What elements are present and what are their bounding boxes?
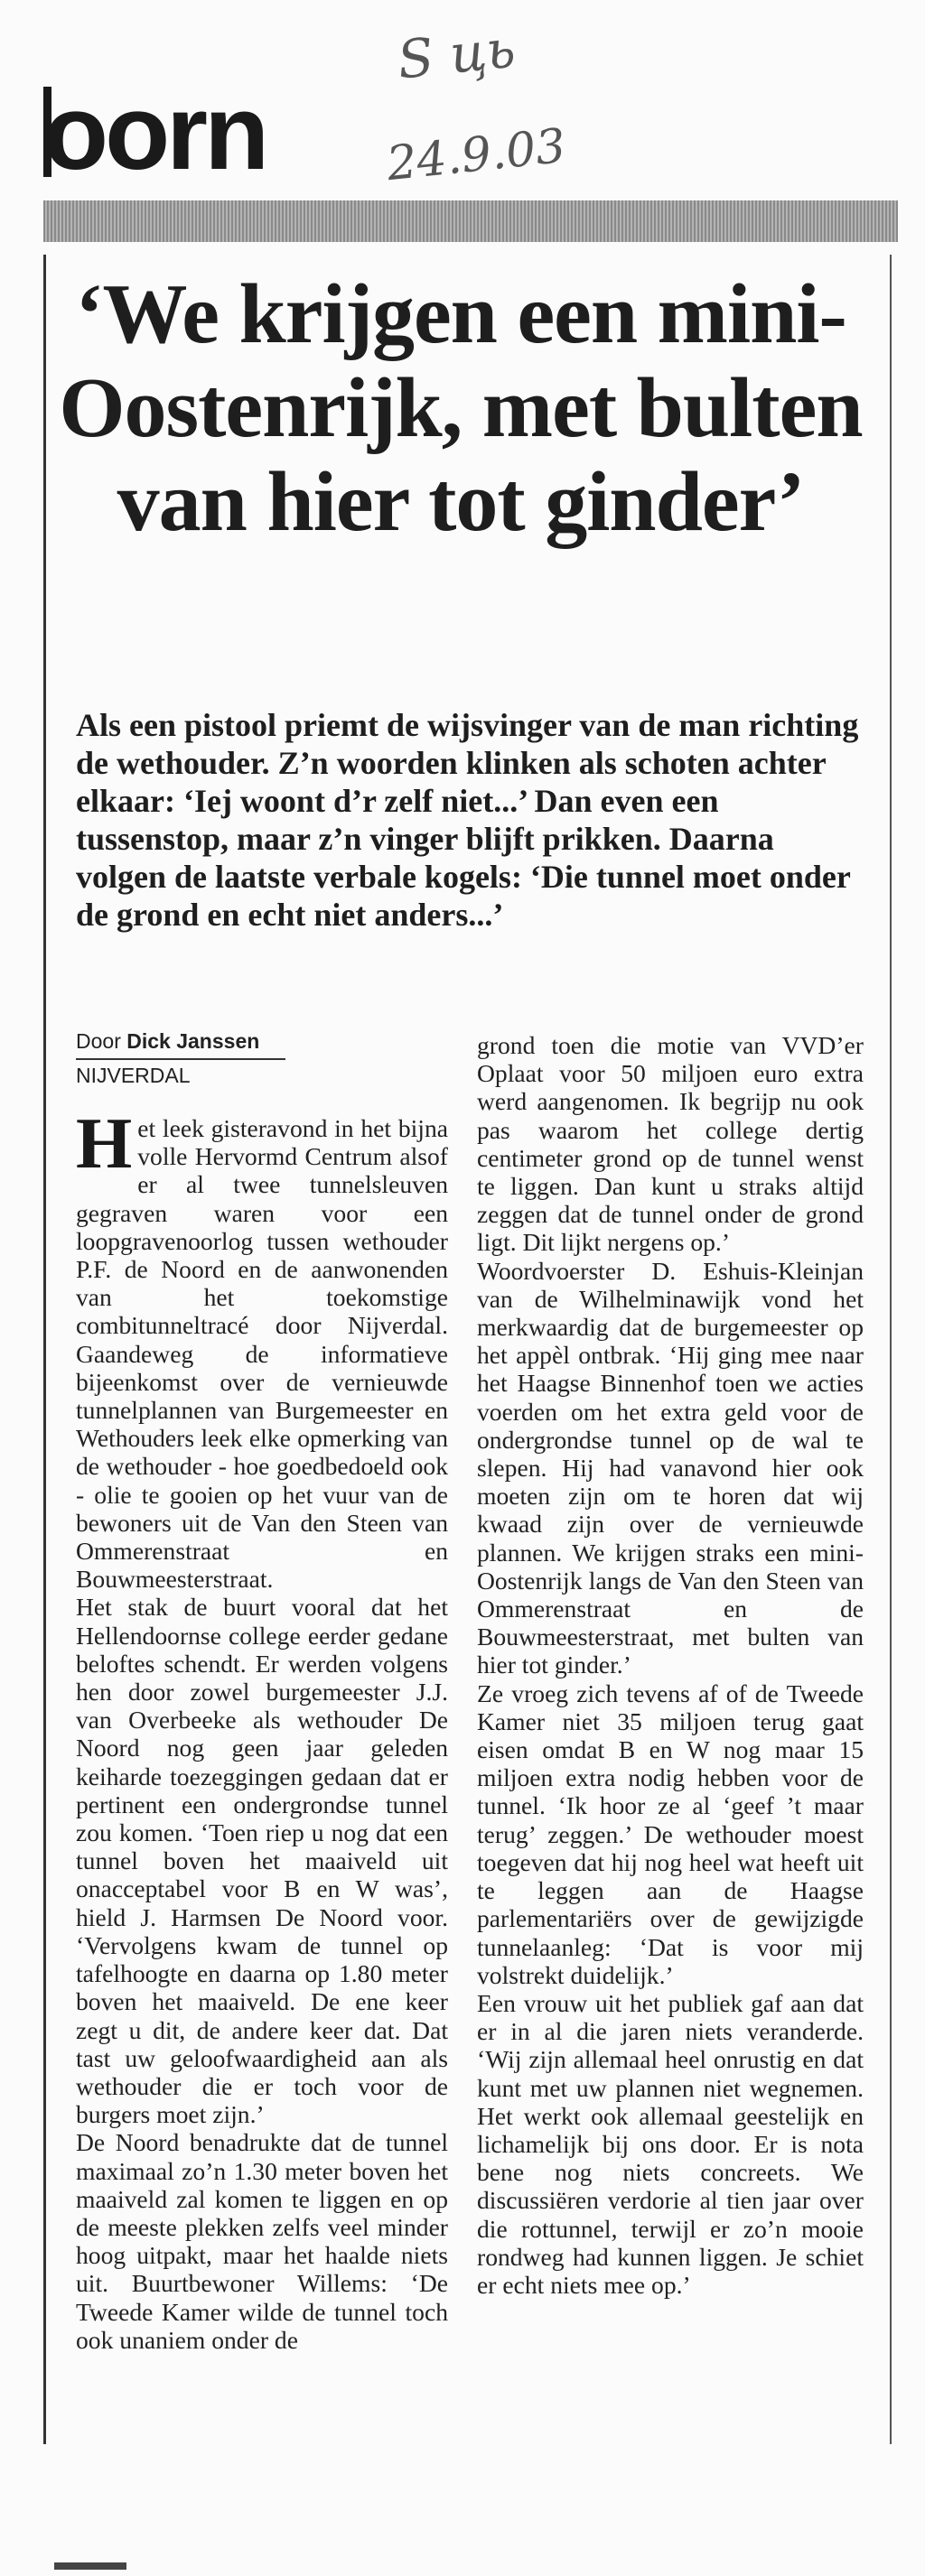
- byline: [76, 1026, 285, 1091]
- byline-author-line: [76, 1026, 285, 1060]
- article-lead: Als een pistool priemt de wijsvinger van de man richting de wethouder. Z’n woorden klinken als schoten achter elkaar: ‘Iej woont d’r zelf niet...’ Dan even een tussenstop, maar z’n vinger blijft prikken. Daarna volgen de laatste verbale kogels: ‘Die tunnel moet onder de grond en echt niet anders...’: [76, 707, 859, 933]
- body-paragraph-6: Ze vroeg zich tevens af of de Tweede Kamer niet 35 miljoen terug gaat eisen omdat B en W nog maar 15 miljoen extra nodig hebben voor de tunnel. ‘Ik hoor ze al ‘geef ’t maar terug’ zeggen.’ De wethouder moest toegeven dat hij nog heel wat heeft uit te leggen aan de Haagse parlementariërs over de gewijzigde tunnelaanleg: ‘Dat is voor mij volstrekt duidelijk.’: [477, 1679, 864, 1989]
- body-paragraph-4: grond toen die motie van VVD’er Oplaat voor 50 miljoen euro extra werd aangenomen. Ik begrijp nu ook pas waarom het college dertig centimeter grond op de tunnel wenst te liggen. Dan kunt u straks altijd zeggen dat de tunnel onder de grond ligt. Dit lijkt nergens op.’: [477, 1031, 864, 1257]
- section-band: [43, 200, 898, 242]
- handwritten-note-code: Ѕ ць: [394, 17, 519, 91]
- body-paragraph-1: [76, 1104, 448, 1594]
- handwritten-note-date: 24.9.03: [384, 118, 569, 192]
- byline-prefix: Door: [76, 1029, 121, 1053]
- article-column-1: [76, 1104, 448, 2354]
- drop-cap: H: [76, 1104, 133, 1184]
- byline-author: Dick Janssen: [126, 1029, 260, 1053]
- body-paragraph-3: De Noord benadrukte dat de tunnel maximaal zo’n 1.30 meter boven het maaiveld zal komen te liggen en op de meeste plekken zelfs veel minder hoog uitpakt, maar het haalde niets uit. Buurtbewoner Willems: ‘De Tweede Kamer wilde de tunnel toch ook unaniem onder de: [76, 2128, 448, 2354]
- article-column-2: [477, 1031, 864, 2299]
- footer-rule: [54, 2562, 126, 2570]
- body-paragraph-2: Het stak de buurt vooral dat het Hellendoornse college eerder gedane beloftes schendt. Er werden volgens hen door zowel burgemeester J.J. van Overbeeke als wethouder De Noord nog geen jaar geleden keiharde toezeggingen gedaan dat er pertinent een ondergrondse tunnel zou komen. ‘Toen riep u nog dat een tunnel boven het maaiveld uit onacceptabel voor B en W was’, hield J. Harmsen De Noord voor. ‘Vervolgens kwam de tunnel op tafelhoogte en daarna op 1.80 meter boven het maaiveld. De ene keer zegt u dit, de andere keer dat. Dat tast uw geloofwaardigheid aan als wethouder die er toch voor de burgers moet zijn.’: [76, 1593, 448, 2129]
- byline-dateline: NIJVERDAL: [76, 1064, 191, 1087]
- body-paragraph-5: Woordvoerster D. Eshuis-Kleinjan van de Wilhelminawijk vond het merkwaardig dat de burgemeester op het appèl ontbrak. ‘Hij ging mee naar het Haagse Binnenhof toen we acties voerden om het extra geld voor de ondergrondse tunnel op de wal te slepen. Hij had vanavond hier ook moeten zijn om te horen dat wij kwaad zijn over de vernieuwde plannen. We krijgen straks een mini-Oostenrijk langs de Van den Steen van Ommerenstraat en de Bouwmeesterstraat, met bulten van hier tot ginder.’: [477, 1256, 864, 1679]
- body-paragraph-7: Een vrouw uit het publiek gaf aan dat er in al die jaren niets veranderde. ‘Wij zijn allemaal heel onrustig en dat kunt met uw plannen niet wegnemen. Het werkt ook allemaal geestelijk en lichamelijk bij ons door. Er is nota bene nog niets concreets. We discussiëren verdorie al tien jaar over die rottunnel, terwijl er zo’n mooie rondweg had kunnen liggen. Je schiet er echt niets mee op.’: [477, 1988, 864, 2299]
- body-paragraph-1-text: et leek gisteravond in het bijna volle Hervormd Centrum alsof er al twee tunnelsleuven gegraven waren voor een loopgravenoorlog tussen wethouder P.F. de Noord en de aanwonenden van het toekomstige combitunneltracé door Nijverdal. Gaandeweg de informatieve bijeenkomst over de vernieuwde tunnelplannen van Burgemeester en Wethouders leek elke opmerking van de wethouder - hoe goedbedoeld ook - olie te gooien op het vuur van de bewoners uit de Van den Steen van Ommerenstraat en Bouwmeesterstraat.: [76, 1114, 448, 1594]
- masthead-title: oorn: [43, 73, 266, 192]
- article-headline: ‘We krijgen een mini-Oostenrijk, met bulten van hier tot ginder’: [59, 267, 863, 549]
